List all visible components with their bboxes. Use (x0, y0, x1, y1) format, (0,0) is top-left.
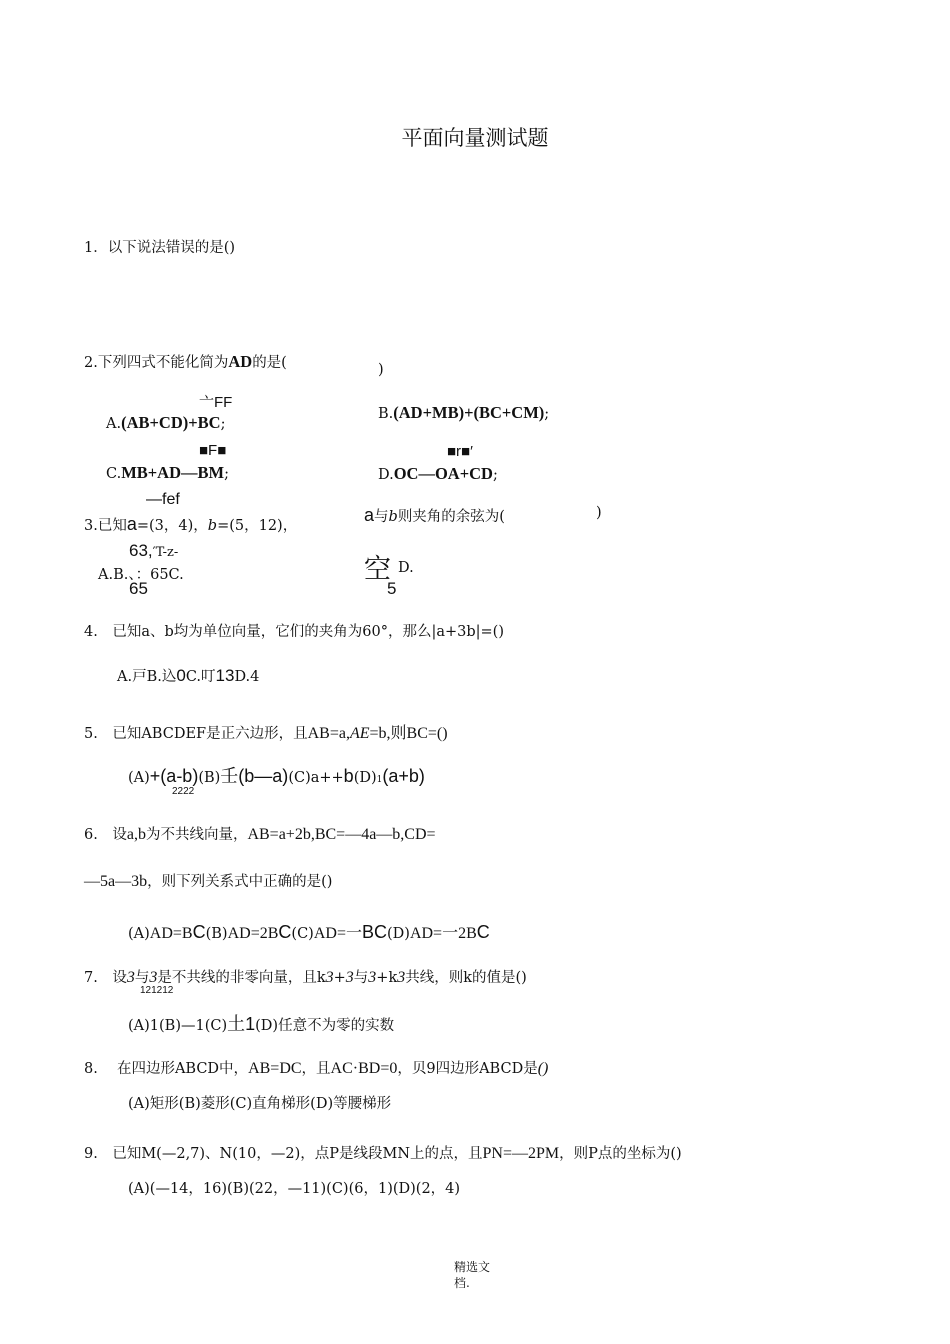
q3-options: A.B.、：65C. (98, 567, 184, 583)
q8-expr2: AC·BD=0 (330, 1060, 398, 1077)
q7-t3: + (333, 970, 346, 986)
question-7-stem (84, 966, 527, 987)
q5-option-c-label: (C)a++ (288, 770, 344, 786)
q7-e2: 3 (149, 969, 158, 986)
q5-bc: BC=() (406, 725, 448, 742)
q7-t5: +k (376, 970, 398, 986)
q2-stem-vector: AD (228, 352, 253, 371)
q5-option-d-sub: 1 (376, 775, 383, 785)
q3-mark: —fef (146, 491, 180, 508)
q7-e1: 3 (126, 969, 135, 986)
q6-ab: a,b (126, 826, 146, 843)
q4-options-ab: A.戸B.込 (117, 669, 177, 685)
q5-option-c-expr: b (343, 766, 354, 786)
q2-option-c-label: C. (106, 466, 122, 482)
q5-option-b-expr: 壬(b—a) (220, 766, 289, 786)
question-6-stem (84, 823, 436, 844)
q2-option-d-end: ; (492, 467, 498, 483)
q2-option-b-label: B. (378, 406, 394, 422)
q7-e5: 3 (368, 969, 377, 986)
q2-mark-d: ■r■′ (447, 443, 473, 460)
q2-option-a-expr: (AB+CD)+BC (121, 413, 221, 432)
q2-stem-text: 2.下列四式不能化简为 (84, 355, 229, 371)
q3-right-text (364, 505, 505, 526)
q2-option-b-expr: (AD+MB)+(BC+CM) (393, 403, 545, 422)
q7-t1: 与 (134, 970, 150, 986)
q6-option-b-expr: AD=2B (227, 925, 279, 942)
question-5-stem (84, 720, 448, 743)
q6-options (128, 920, 490, 943)
q3-right-a: a (364, 505, 375, 525)
q5-option-a-expr: +(a-b) (149, 766, 199, 786)
q4-options-c: C.叮 (185, 669, 216, 685)
q7-pre: 7. 设 (84, 970, 127, 986)
q9-pre: 9. 已知M(—2,7)、N(10，—2)，点P是线段MN上的点，且 (84, 1146, 483, 1162)
q7-e3: 3 (325, 969, 334, 986)
question-3-stem (84, 514, 297, 535)
q2-option-d (378, 464, 498, 484)
q2-mark-c: ■F■ (199, 442, 227, 459)
q6-option-a-c: C (192, 922, 206, 942)
q8-paren: () (537, 1060, 549, 1077)
q2-mark-a: 亠FF (199, 394, 233, 411)
footer-line-2: 档. (454, 1276, 470, 1290)
q5-ab: AB=a, (307, 725, 350, 742)
q7-options-pm: 土1 (227, 1014, 256, 1034)
q3-vector-a: a (126, 514, 137, 534)
q6-stem-text: 6. 设 (84, 827, 127, 843)
q9-end: ，则P点的坐标为() (559, 1146, 682, 1162)
q6-option-d-c: C (476, 922, 490, 942)
q6-line2-end: ，则下列关系式中正确的是() (147, 874, 333, 890)
q5-stem-text: 5. 已知ABCDEF是正六边形，且 (84, 726, 308, 742)
q2-stem-end: 的是( (252, 355, 287, 371)
q7-e4: 3 (345, 969, 354, 986)
question-1: 1．以下说法错误的是() (84, 240, 236, 256)
q4-options (117, 665, 259, 686)
q6-option-d-label: (D) (386, 926, 410, 942)
q6-option-a-expr: AD=B (149, 925, 193, 942)
q6-option-c-expr: AD=一 (313, 925, 362, 942)
q6-option-b-c: C (278, 922, 292, 942)
q6-stem-mid: 为不共线向量， (145, 827, 248, 843)
q6-line2-expr: —5a—3b (84, 873, 148, 890)
footer-line-1: 精选文 (454, 1260, 491, 1274)
q3-fraction-bottom: 65 (129, 579, 148, 598)
q7-options (128, 1010, 394, 1036)
q9-expr: PN=—2PM (482, 1145, 560, 1162)
q3-right-b: b (388, 509, 398, 525)
q5-option-d-label: (D) (353, 770, 377, 786)
q8-pre: 8. 在四边形ABCD中， (84, 1061, 249, 1077)
q3-fraction-top (129, 541, 178, 561)
q3-fraction-five: 5 (387, 579, 397, 598)
page-title: 平面向量测试题 (401, 126, 549, 150)
q5-option-d-expr: (a+b) (382, 766, 425, 786)
q6-option-c-label: (C) (291, 926, 314, 942)
question-9-stem (84, 1142, 682, 1163)
q2-option-c-expr: MB+AD—BM (121, 463, 225, 482)
q3-kong-glyph: 空 (364, 554, 391, 585)
q4-options-13: 13 (215, 666, 235, 685)
q2-option-b-end: ; (544, 406, 550, 422)
question-6-line2 (84, 870, 332, 891)
q5-option-a-label: (A) (128, 770, 150, 786)
q7-subscripts: 121212 (140, 985, 174, 996)
question-2-stem (84, 351, 287, 372)
q6-option-a-label: (A) (128, 926, 150, 942)
q2-option-d-expr: OC—OA+CD (393, 464, 493, 483)
q7-options-d: (D)任意不为零的实数 (255, 1018, 395, 1034)
q3-fraction-top-tail: ′T-z- (152, 545, 179, 560)
q6-option-b-label: (B) (205, 926, 228, 942)
q6-option-c-bc: BC (361, 922, 387, 942)
q7-t2: 是不共线的非零向量，且k (157, 970, 326, 986)
q5-ae: AE (349, 725, 370, 742)
q6-expr: AB=a+2b,BC=—4a—b,CD= (247, 826, 436, 843)
q3-fraction-top-num: 63, (129, 541, 153, 560)
q7-t6: 共线，则k的值是() (405, 970, 527, 986)
q3-vector-b: b (207, 518, 218, 534)
q5-post: =b,则 (369, 725, 407, 742)
q2-option-a-label: A. (106, 416, 122, 432)
q8-mid: ，且 (301, 1061, 331, 1077)
q8-options: (A)矩形(B)菱形(C)直角梯形(D)等腰梯形 (128, 1096, 392, 1112)
q2-option-b (378, 403, 549, 423)
q6-option-d-expr: AD=一2B (409, 925, 477, 942)
q3-right-paren: ) (596, 505, 602, 521)
q2-option-d-label: D. (378, 467, 394, 483)
q9-options: (A)(—14，16)(B)(22，—11)(C)(6，1)(D)(2，4) (128, 1181, 461, 1197)
q3-stem-text: 3.已知 (84, 518, 127, 534)
q7-t4: 与 (353, 970, 369, 986)
q5-options (128, 762, 425, 788)
q8-end: ，贝9四边形ABCD是 (397, 1061, 538, 1077)
q3-right-with: 与 (374, 509, 389, 525)
question-8-stem (84, 1057, 548, 1078)
q4-options-zero: 0 (176, 666, 186, 685)
q2-option-c-end: ; (224, 466, 229, 482)
q2-paren: ) (378, 362, 384, 378)
q3-stem-mid: =(3，4)， (136, 518, 208, 534)
q4-options-d: D.4 (234, 669, 260, 685)
q8-expr1: AB=DC (248, 1060, 302, 1077)
q2-option-a (106, 413, 225, 433)
q3-option-d: D. (398, 560, 414, 576)
q7-options-ab: (A)1(B)—1(C) (128, 1018, 228, 1034)
q5-option-b-label: (B) (198, 770, 221, 786)
question-4-stem: 4. 已知a、b均为单位向量，它们的夹角为60°，那么|a+3b|=() (84, 624, 504, 640)
q5-subscripts: 2222 (172, 786, 195, 797)
q2-option-c (106, 463, 229, 483)
q7-e6: 3 (397, 969, 406, 986)
q2-option-a-end: ; (220, 416, 226, 432)
q3-stem-end: =(5，12)， (217, 518, 298, 534)
q3-right-end: 则夹角的余弦为( (397, 509, 505, 525)
